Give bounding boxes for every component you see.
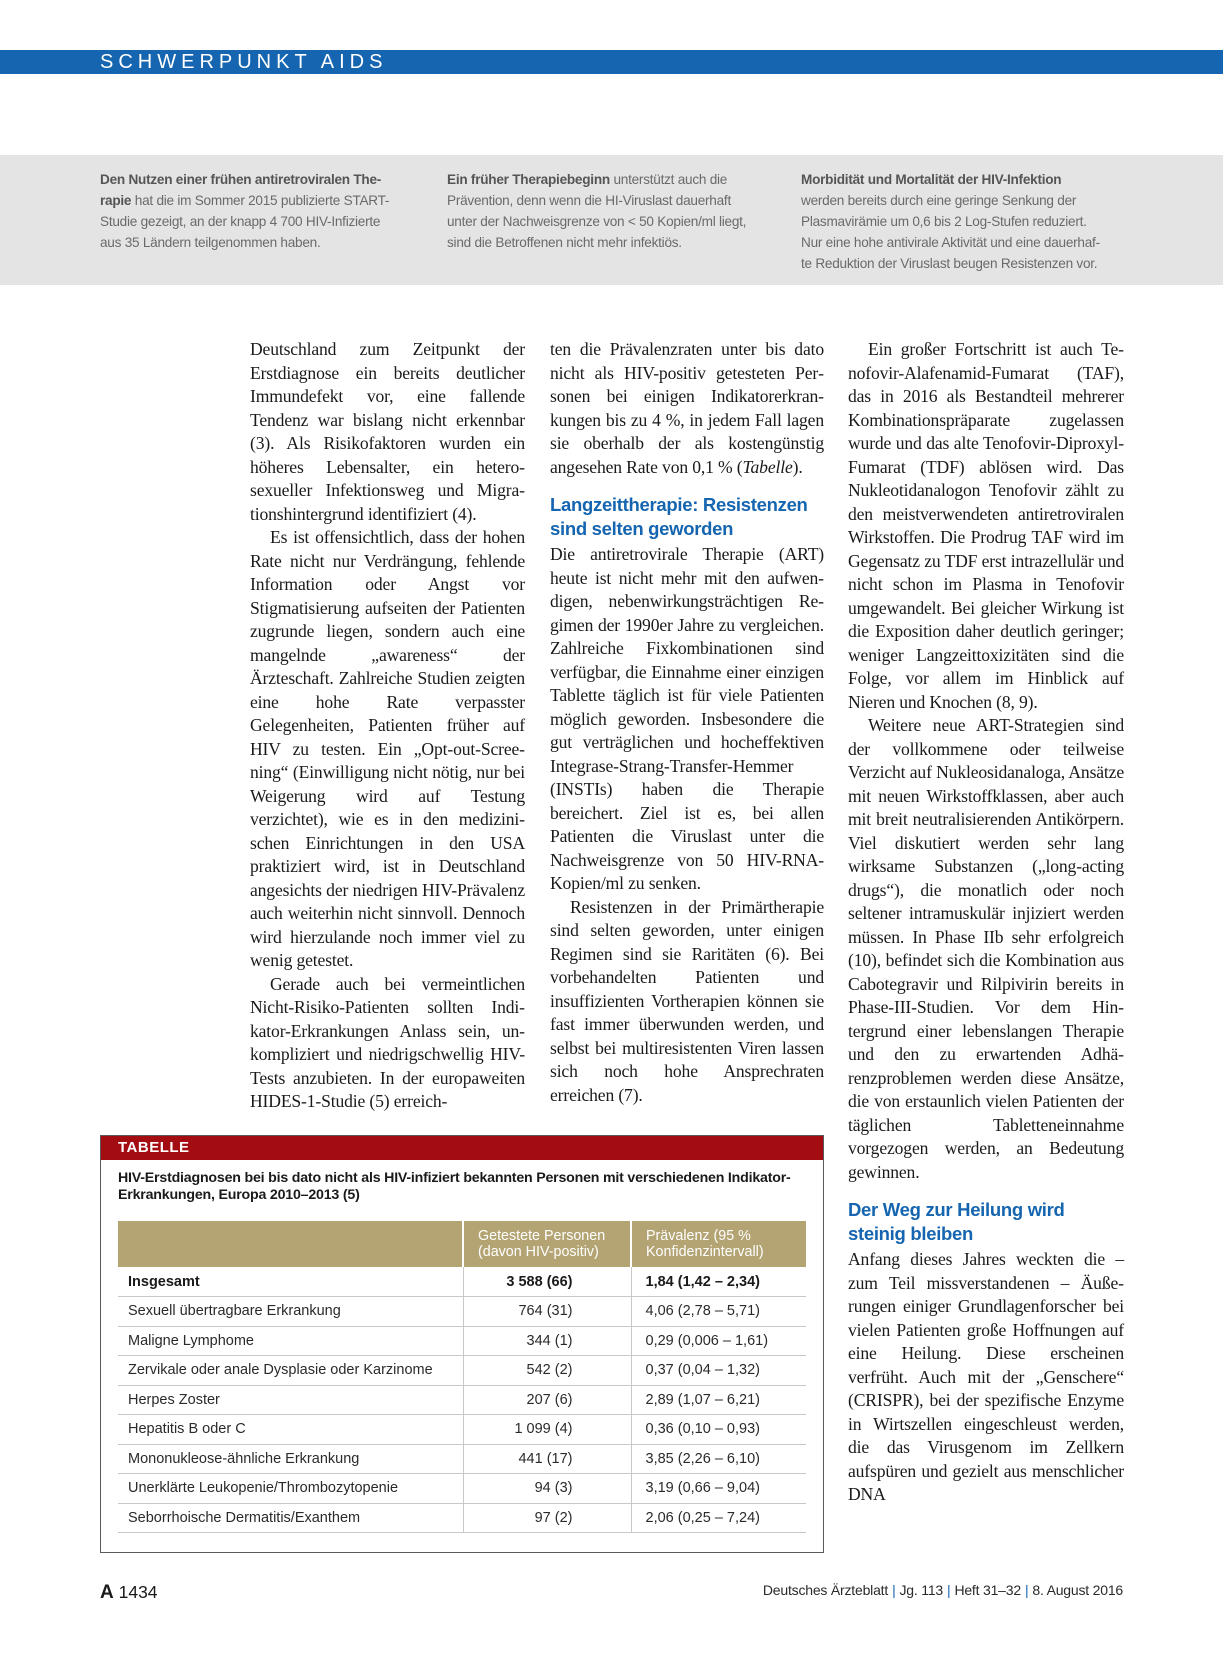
separator: | — [892, 1582, 896, 1598]
table-cell-tested: 542 (2) — [463, 1356, 631, 1386]
table-cell-tested: 3 588 (66) — [463, 1267, 631, 1297]
teaser-3-line-3: Plasmavirämie um 0,6 bis 2 Log-Stufen reduziert. — [801, 214, 1087, 229]
table-cell-prevalence: 2,89 (1,07 – 6,21) — [631, 1385, 806, 1415]
table-label: TABELLE — [101, 1136, 823, 1160]
prevalence-table — [118, 1221, 806, 1533]
teaser-1-line-2: hat die im Sommer 2015 publizierte START- — [131, 193, 390, 208]
table-cell-indication: Maligne Lymphome — [118, 1326, 463, 1356]
journal-citation — [763, 1582, 1123, 1598]
page-letter: A — [100, 1582, 114, 1603]
subheading-cure: Der Weg zur Heilung wird steinig bleiben — [848, 1199, 1065, 1244]
table-row — [118, 1267, 806, 1297]
teaser-3-bold: Morbidität und Mortalität der HIV-Infektion — [801, 172, 1062, 187]
table-header-prevalence: Prävalenz (95 % Konfidenzintervall) — [631, 1221, 806, 1267]
section-title: SCHWERPUNKT AIDS — [100, 51, 388, 73]
col3-paragraph-3: Anfang dieses Jahres weckten die – zum Teil missverstandenen – Äußerungen einiger Grundlagenforscher bei vielen Patienten große Hoffnungen auf eine Heilung. Diese erscheinen verfrüht. Auch mit der „Genschere“ (CRISPR), bei der spezifische Enzyme in Wirtszellen eingeschleust werden, die das Virusgenom im Zellkern aufspüren und gezielt aus menschlicher DNA — [848, 1249, 1124, 1504]
teaser-3-line-2: werden bereits durch eine geringe Senkung der — [801, 193, 1077, 208]
table-cell-prevalence: 0,37 (0,04 – 1,32) — [631, 1356, 806, 1386]
article-column-3 — [848, 338, 1124, 1507]
teaser-3 — [801, 169, 1131, 274]
table-cell-indication: Zervikale oder anale Dysplasie oder Karzinome — [118, 1356, 463, 1386]
article-column-1 — [250, 338, 525, 1114]
table-row — [118, 1474, 806, 1504]
journal-name: Deutsches Ärzteblatt — [762, 1582, 889, 1598]
teaser-1-bold-a: Den Nutzen einer frühen antiretroviralen The- — [100, 172, 382, 187]
col2-paragraph-1-end: ). — [792, 456, 803, 477]
data-table-box — [100, 1135, 824, 1553]
table-cell-indication: Sexuell übertragbare Erkrankung — [118, 1297, 463, 1327]
table-reference-link[interactable]: Tabelle — [742, 456, 793, 477]
table-row — [118, 1444, 806, 1474]
table-cell-prevalence: 0,29 (0,006 – 1,61) — [631, 1326, 806, 1356]
col3-paragraph-1: Ein großer Fortschritt ist auch Tenofovir-Alafenamid-Fumarat (TAF), das in 2016 als Bestandteil mehrerer Kombinationspräparate zugelassen wurde und das alte Tenofovir-Diproxyl-Fumarat (TDF) ablösen wird. Das Nukleotidanalogon Tenofovir zählt zu den meistverwendeten antiretroviralen Wirkstoffen. Die Prodrug TAF wird im Gegensatz zu TDF erst intrazellulär und nicht schon im Plasma in Tenofovir umgewandelt. Bei gleicher Wirkung ist die Exposition daher deutlich geringer; weniger Langzeittoxizitäten sind die Folge, vor allem im Hinblick auf Nieren und Knochen (8, 9). — [848, 339, 1124, 712]
separator: | — [1024, 1582, 1029, 1598]
journal-issue: Heft 31–32 — [954, 1582, 1021, 1598]
teaser-2 — [447, 169, 777, 253]
table-header-blank — [118, 1221, 463, 1267]
table-cell-tested: 764 (31) — [463, 1297, 631, 1327]
section-header-bar — [0, 50, 1223, 74]
teaser-2-bold: Ein früher Therapiebeginn — [447, 172, 610, 187]
teaser-band — [0, 155, 1223, 285]
separator: | — [947, 1582, 951, 1598]
table-row — [118, 1356, 806, 1386]
table-cell-tested: 441 (17) — [463, 1444, 631, 1474]
col1-paragraph-3: Gerade auch bei vermeintlichen Nicht-Risiko-Patienten sollten Indikator-Erkrankungen Anlass sein, unkompliziert und niedrigschwellig HIV-Tests anzubieten. In der europaweiten HIDES-1-Studie (5) erreich- — [250, 973, 525, 1111]
col1-paragraph-1: Deutschland zum Zeitpunkt der Erstdiagnose ein bereits deutlicher Immundefekt vor, eine fallende Tendenz war bislang nicht erkennbar (3). Als Risikofaktoren wurden ein höheres Lebensalter, ein heterosexueller Infektionsweg und Migrationshintergrund identifiziert (4). — [250, 339, 525, 524]
col1-paragraph-2: Es ist offensichtlich, dass der hohen Rate nicht nur Verdrängung, fehlende Information oder Angst vor Stigmatisierung aufseiten der Patienten zugrunde liegen, sondern auch eine mangelnde „awareness“ der Ärzteschaft. Zahlreiche Studien zeigten eine hohe Rate verpasster Gelegenheiten, Patienten früher auf HIV zu testen. Ein „Opt-out-Screening“ (Einwilligung nicht nötig, nur bei Weigerung wird auf Testung verzichtet), wie es in den medizinischen Einrichtungen in den USA praktiziert wird, ist in Deutschland angesichts der niedrigen HIV-Prävalenz auch weiterhin nicht sinnvoll. Dennoch wird hierzulande noch immer viel zu wenig getestet. — [250, 527, 525, 970]
subheading-long-term-therapy: Langzeittherapie: Resistenzen sind selten geworden — [550, 494, 808, 539]
table-cell-tested: 344 (1) — [463, 1326, 631, 1356]
table-cell-tested: 94 (3) — [463, 1474, 631, 1504]
teaser-2-line-3: unter der Nachweisgrenze von < 50 Kopien/ml liegt, — [447, 214, 747, 229]
teaser-2-line-2: Prävention, denn wenn die HI-Viruslast dauerhaft — [447, 193, 731, 208]
table-row — [118, 1297, 806, 1327]
table-row — [118, 1385, 806, 1415]
table-cell-indication: Hepatitis B oder C — [118, 1415, 463, 1445]
table-cell-indication: Seborrhoische Dermatitis/Exanthem — [118, 1503, 463, 1533]
table-cell-indication: Herpes Zoster — [118, 1385, 463, 1415]
table-header-tested: Getestete Personen (davon HIV-positiv) — [463, 1221, 631, 1267]
table-cell-prevalence: 3,85 (2,26 – 6,10) — [631, 1444, 806, 1474]
col2-paragraph-1-text: ten die Prävalenzraten unter bis dato nicht als HIV-positiv getesteten Personen bei einigen Indikatorerkrankungen bis zu 4 %, in jedem Fall lagen sie oberhalb der als kostengünstig angesehen Rate von 0,1 % ( — [550, 339, 824, 477]
col2-paragraph-3: Resistenzen in der Primärtherapie sind selten geworden, unter einigen Regimen sind sie Raritäten (6). Bei vorbehandelten Patienten und insuffizienten Vortherapien können sie fast immer überwunden werden, und selbst bei multiresistenten Viren lassen sich noch hohe Ansprechraten erreichen (7). — [550, 896, 824, 1105]
teaser-1-line-4: aus 35 Ländern teilgenommen haben. — [100, 235, 321, 250]
table-cell-indication: Mononukleose-ähnliche Erkrankung — [118, 1444, 463, 1474]
table-cell-tested: 1 099 (4) — [463, 1415, 631, 1445]
col3-paragraph-2: Weitere neue ART-Strategien sind der vollkommene oder teilweise Verzicht auf Nukleosidanaloga, Ansätze mit neuen Wirkstoffklassen, aber auch mit breit neutralisierenden Antikörpern. Viel diskutiert werden sehr lang wirksame Substanzen („long-acting drugs“), die monatlich oder noch seltener intramuskulär injiziert werden müssen. In Phase IIb sehr erfolgreich (10), befindet sich die Kombination aus Cabotegravir und Rilpivirin bereits in Phase-III-Studien. Vor dem Hintergrund einer lebenslangen Therapie und den zu erwartenden Adhärenzproblemen werden diese Ansätze, die von erstaunlich vielen Patienten der täglichen Tabletteneinnahme vorgezogen werden, an Bedeutung gewinnen. — [848, 715, 1124, 1182]
table-cell-tested: 207 (6) — [463, 1385, 631, 1415]
journal-volume: Jg. 113 — [899, 1582, 943, 1598]
article-column-2 — [550, 338, 824, 1107]
page-number-value: 1434 — [118, 1582, 158, 1602]
teaser-2-line-4: sind die Betroffenen nicht mehr infektiös. — [447, 235, 682, 250]
table-cell-indication: Insgesamt — [118, 1267, 463, 1297]
teaser-1-bold-b: rapie — [100, 193, 132, 208]
table-cell-prevalence: 3,19 (0,66 – 9,04) — [631, 1474, 806, 1504]
page-number — [100, 1582, 158, 1604]
table-row — [118, 1415, 806, 1445]
table-cell-prevalence: 1,84 (1,42 – 2,34) — [631, 1267, 806, 1297]
table-cell-tested: 97 (2) — [463, 1503, 631, 1533]
table-cell-prevalence: 4,06 (2,78 – 5,71) — [631, 1297, 806, 1327]
journal-date: 8. August 2016 — [1032, 1582, 1123, 1598]
col2-paragraph-1 — [550, 338, 824, 479]
teaser-3-line-5: te Reduktion der Viruslast beugen Resistenzen vor. — [801, 256, 1098, 271]
table-cell-indication: Unerklärte Leukopenie/Thrombozytopenie — [118, 1474, 463, 1504]
teaser-2-line-1: unterstützt auch die — [609, 172, 728, 187]
teaser-1-line-3: Studie gezeigt, an der knapp 4 700 HIV-Infizierte — [100, 214, 381, 229]
table-row — [118, 1326, 806, 1356]
col2-paragraph-2: Die antiretrovirale Therapie (ART) heute ist nicht mehr mit den aufwendigen, nebenwirkungsträchtigen Regimen der 1990er Jahre zu vergleichen. Zahlreiche Fixkombinationen sind verfügbar, die Einnahme einer einzigen Tablette täglich ist für viele Patienten möglich geworden. Insbesondere die gut verträglichen und hocheffektiven Integrase-Strang-Transfer-Hemmer (INSTIs) haben die Therapie bereichert. Ziel ist es, bei allen Patienten die Viruslast unter die Nachweisgrenze von 50 HIV-RNA-Kopien/ml zu senken. — [550, 544, 824, 893]
table-header-row — [118, 1221, 806, 1267]
table-row — [118, 1503, 806, 1533]
table-title: HIV-Erstdiagnosen bei bis dato nicht als HIV-infiziert bekannten Personen mit verschiedenen Indikator-Erkrankungen, Europa 2010–2013 (5) — [118, 1170, 791, 1203]
table-cell-prevalence: 0,36 (0,10 – 0,93) — [631, 1415, 806, 1445]
teaser-1 — [100, 169, 410, 253]
teaser-3-line-4: Nur eine hohe antivirale Aktivität und eine dauerhaf- — [801, 235, 1100, 250]
table-cell-prevalence: 2,06 (0,25 – 7,24) — [631, 1503, 806, 1533]
